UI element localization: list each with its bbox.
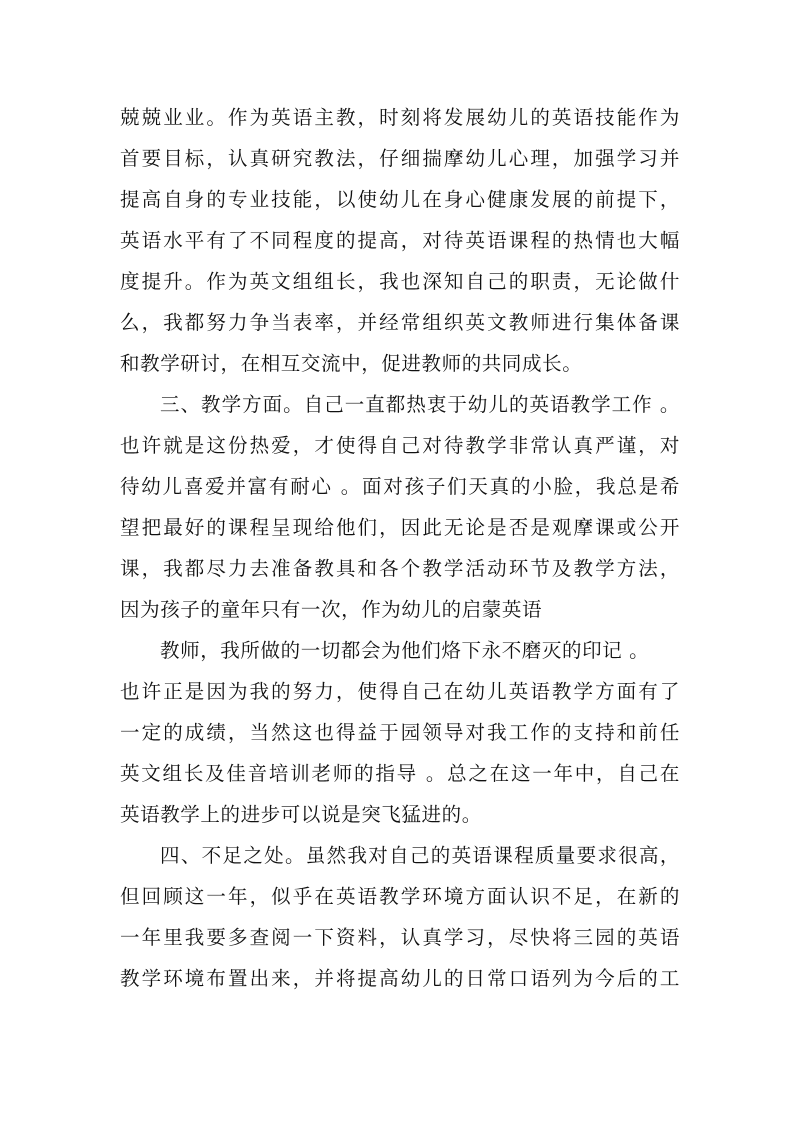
body-text-line: 兢兢业业。作为英语主教，时刻将发展幼儿的英语技能作为 (120, 106, 680, 129)
body-text-line: 首要目标，认真研究教法，仔细揣摩幼儿心理，加强学习并 (120, 147, 680, 170)
body-text-line: 教学环境布置出来，并将提高幼儿的日常口语列为今后的工 (120, 967, 680, 990)
body-text-line: 待幼儿喜爱并富有耐心 。面对孩子们天真的小脸，我总是希 (120, 475, 680, 498)
body-text-line: 一定的成绩，当然这也得益于园领导对我工作的支持和前任 (120, 721, 680, 744)
body-text-line: 也许正是因为我的努力，使得自己在幼儿英语教学方面有了 (120, 680, 680, 703)
body-text-line: 因为孩子的童年只有一次，作为幼儿的启蒙英语 (120, 598, 543, 621)
body-text-line: 提高自身的专业技能，以使幼儿在身心健康发展的前提下， (120, 188, 680, 211)
section-heading-line: 三、教学方面。自己一直都热衷于幼儿的英语教学工作 。 (160, 393, 680, 416)
body-text-line: 英语教学上的进步可以说是突飞猛进的。 (120, 803, 482, 826)
section-heading-line: 四、不足之处。虽然我对自己的英语课程质量要求很高， (160, 844, 680, 867)
body-text-line: 课，我都尽力去准备教具和各个教学活动环节及教学方法， (120, 557, 680, 580)
body-text-line: 教师，我所做的一切都会为他们烙下永不磨灭的印记 。 (160, 639, 650, 662)
body-text-line: 但回顾这一年，似乎在英语教学环境方面认识不足，在新的 (120, 885, 680, 908)
body-text-line: 英语水平有了不同程度的提高，对待英语课程的热情也大幅 (120, 229, 680, 252)
body-text-line: 一年里我要多查阅一下资料，认真学习，尽快将三园的英语 (120, 926, 680, 949)
body-text-line: 度提升。作为英文组组长，我也深知自己的职责，无论做什 (120, 270, 680, 293)
body-text-line: 么，我都努力争当表率，并经常组织英文教师进行集体备课 (120, 311, 680, 334)
body-text-line: 英文组长及佳音培训老师的指导 。总之在这一年中，自己在 (120, 762, 680, 785)
body-text-line: 望把最好的课程呈现给他们，因此无论是否是观摩课或公开 (120, 516, 680, 539)
body-text-line: 也许就是这份热爱，才使得自己对待教学非常认真严谨，对 (120, 434, 680, 457)
body-text-line: 和教学研讨，在相互交流中，促进教师的共同成长。 (120, 352, 583, 375)
